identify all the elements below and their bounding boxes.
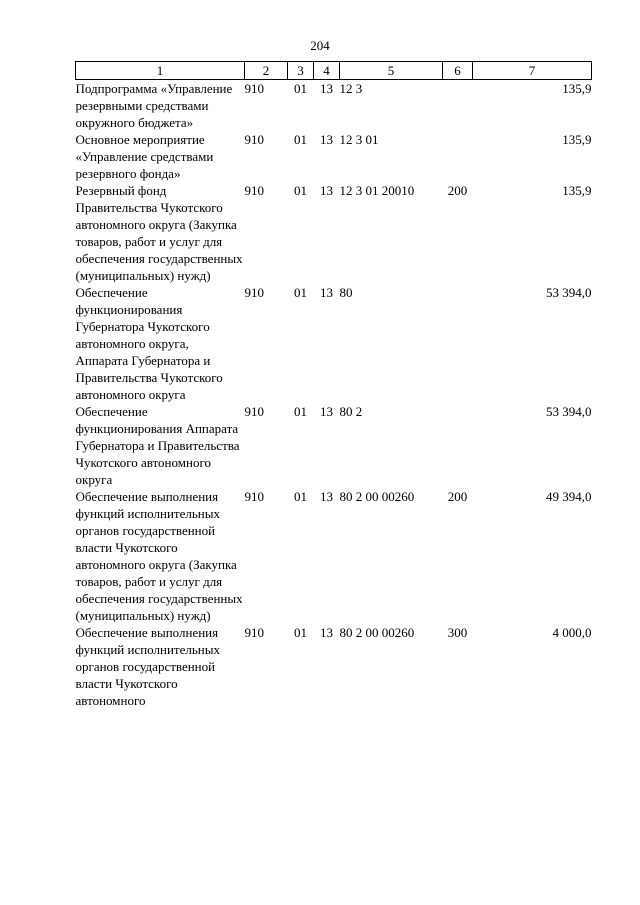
row-target-article: 12 3 01 [339, 132, 379, 147]
table-body [76, 80, 592, 710]
row-target-article: 80 [339, 285, 353, 300]
column-header-7: 7 [473, 62, 592, 80]
table-row [76, 284, 592, 403]
row-amount: 49 394,0 [546, 489, 592, 504]
column-header-2: 2 [245, 62, 288, 80]
row-target-article: 80 2 [339, 404, 363, 419]
row-ved-code: 910 [244, 489, 264, 504]
row-expense-type [443, 403, 473, 488]
row-subsection-code: 13 [320, 183, 333, 198]
row-subsection-code: 13 [320, 81, 333, 96]
table-row [76, 131, 592, 182]
row-ved-code: 910 [244, 183, 264, 198]
column-header-4: 4 [314, 62, 340, 80]
column-number-row [76, 62, 592, 80]
column-header-5: 5 [340, 62, 443, 80]
column-header-6: 6 [443, 62, 473, 80]
column-header-3: 3 [288, 62, 314, 80]
row-section-code: 01 [294, 132, 307, 147]
table-row [76, 488, 592, 624]
row-target-article: 12 3 [339, 81, 363, 96]
row-target-article: 12 3 01 20010 [339, 183, 415, 198]
row-name: Обеспечение выполнения функций исполнительных органов государственной власти Чукотского автономного [75, 625, 220, 708]
row-ved-code: 910 [244, 404, 264, 419]
row-ved-code: 910 [244, 285, 264, 300]
row-target-article: 80 2 00 00260 [339, 489, 415, 504]
row-subsection-code: 13 [320, 404, 333, 419]
row-target-article: 80 2 00 00260 [339, 625, 415, 640]
row-amount: 135,9 [562, 132, 592, 147]
row-name: Подпрограмма «Управление резервными средствами окружного бюджета» [75, 81, 233, 130]
row-expense-type [443, 284, 473, 403]
row-expense-type [443, 131, 473, 182]
row-name: Резервный фонд Правительства Чукотского автономного округа (Закупка товаров, работ и услуг для обеспечения государственных (муниципальных) нужд) [75, 183, 243, 283]
row-ved-code: 910 [244, 132, 264, 147]
row-amount: 53 394,0 [546, 404, 592, 419]
row-section-code: 01 [294, 81, 307, 96]
row-section-code: 01 [294, 625, 307, 640]
row-section-code: 01 [294, 183, 307, 198]
row-amount: 135,9 [562, 81, 592, 96]
row-name: Обеспечение функционирования Губернатора Чукотского автономного округа, Аппарата Губернатора и Правительства Чукотского автономного округа [75, 285, 223, 402]
row-ved-code: 910 [244, 625, 264, 640]
row-ved-code: 910 [244, 81, 264, 96]
table-row [76, 80, 592, 132]
row-subsection-code: 13 [320, 489, 333, 504]
row-amount: 53 394,0 [546, 285, 592, 300]
row-name: Обеспечение функционирования Аппарата Губернатора и Правительства Чукотского автономного округа [75, 404, 240, 487]
row-amount: 135,9 [562, 183, 592, 198]
row-expense-type: 200 [447, 183, 468, 198]
row-name: Обеспечение выполнения функций исполнительных органов государственной власти Чукотского автономного округа (Закупка товаров, работ и услуг для обеспечения государственных (муниципальных) нужд) [75, 489, 243, 623]
row-subsection-code: 13 [320, 625, 333, 640]
row-section-code: 01 [294, 285, 307, 300]
row-section-code: 01 [294, 489, 307, 504]
row-amount: 4 000,0 [552, 625, 592, 640]
budget-table [75, 61, 592, 709]
row-name: Основное мероприятие «Управление средствами резервного фонда» [75, 132, 214, 181]
table-row [76, 403, 592, 488]
row-subsection-code: 13 [320, 132, 333, 147]
row-expense-type: 200 [447, 489, 468, 504]
row-expense-type: 300 [447, 625, 468, 640]
column-header-1: 1 [76, 62, 245, 80]
table-row [76, 182, 592, 284]
page-number: 204 [310, 38, 330, 53]
table-row [76, 624, 592, 709]
row-subsection-code: 13 [320, 285, 333, 300]
row-expense-type [443, 80, 473, 132]
row-section-code: 01 [294, 404, 307, 419]
